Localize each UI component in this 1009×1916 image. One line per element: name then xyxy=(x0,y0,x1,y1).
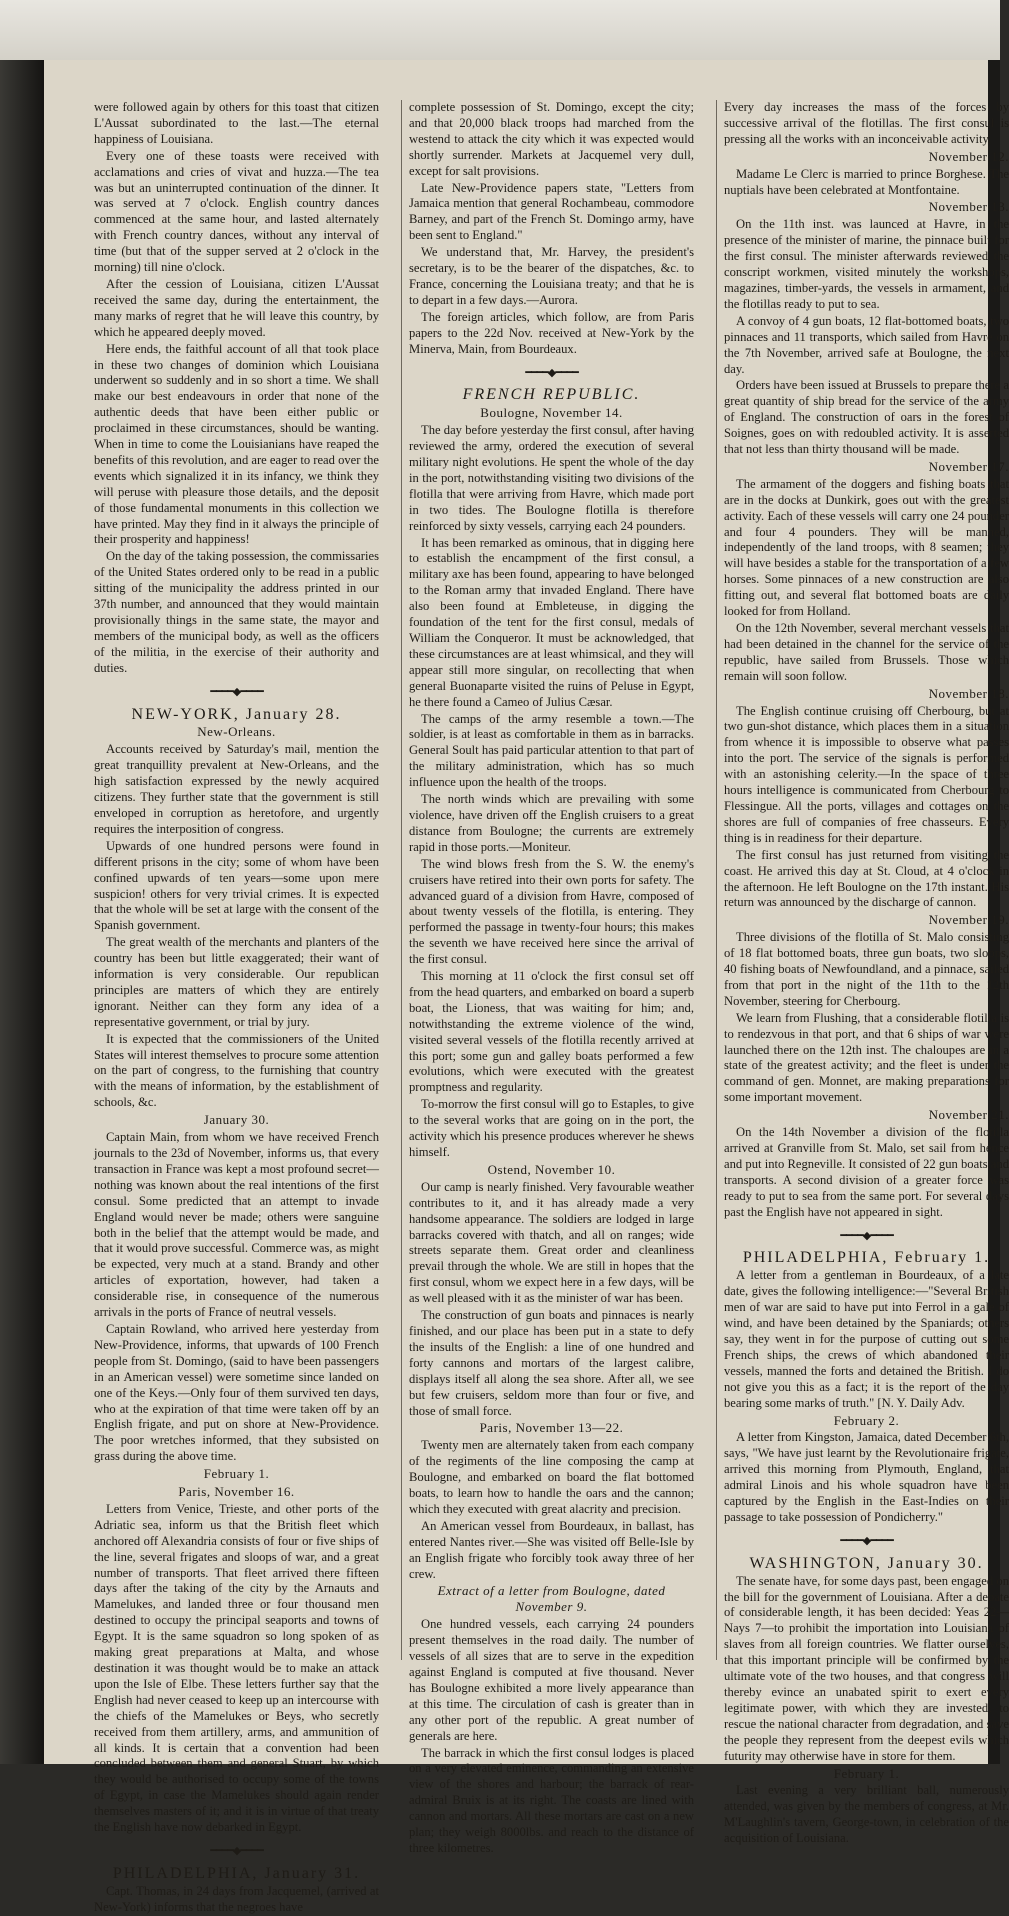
section-heading: FRENCH REPUBLIC. xyxy=(462,386,641,404)
paragraph: complete possession of St. Domingo, except the city; and that 20,000 black troops had marched from the westend to attack the city which it was expected would shortly surrender. Markets at Jacquemel very dull, except for salt provisions. xyxy=(409,100,694,178)
paragraph: The day before yesterday the first consul, after having reviewed the army, ordered the execution of several military night evolutions. He spent the whole of the day in the port, notwithstanding visiting two divisions of the flotilla that were arriving from Havre, which made port in two tides. The Boulogne flotilla is therefore reinforced by sixty vessels, carrying each 24 pounders. xyxy=(409,423,694,533)
date-subheading: November 21. xyxy=(928,1107,1009,1123)
dateline-heading: WASHINGTON, January 30. xyxy=(749,1554,984,1572)
subheading: New-Orleans. xyxy=(197,724,276,740)
paragraph: On the 11th inst. was launced at Havre, in the presence of the minister of marine, the pinnace built for the first consul. The minister afterwards reviewed the conscript workmen, visited minutely the workshops, magazines, timber-yards, the vessels in armament, and the flotillas ready to put to sea. xyxy=(724,217,1009,311)
column-3 xyxy=(724,100,1009,1846)
paragraph: It is expected that the commissioners of the United States will interest themselves to procure some attention on the part of congress, to the furnishing that country with the means of information, by the establishment of schools, &c. xyxy=(94,1031,379,1110)
paragraph: Letters from Venice, Trieste, and other ports of the Adriatic sea, inform us that the British fleet which anchored off Alexandria consists of four or five ships of the line, several frigates and sloops of war, and a great number of transports. That fleet arrived there fifteen days after the taking of the city by the Arnauts and Mamelukes, and landed three or four thousand men destined to occupy the principal seaports and towns of Egypt. It is the same squadron so long spoken of as making great preparations at Malta, and whose destination it was thought would be to make an attack upon the Isle of Elbe. These letters further say that the English had never ceased to keep up an intercourse with the chiefs of the Mamelukes or Beys, who secretly received from them artillery, arms, and ammunition of all kinds. It is certain that a convention had been concluded between them and general Stuart, by which they would be authorised to occupy some of the towns of Egypt, in case the Mamelukes should again render themselves masters of it; and it is in virtue of that treaty the English have now debarked in Egypt. xyxy=(94,1501,379,1835)
paragraph: Every day increases the mass of the forces by successive arrival of the flotillas. The first consul is pressing all the works with an inconceivable activity. xyxy=(724,100,1009,146)
paragraph: Accounts received by Saturday's mail, mention the great tranquillity prevalent at New-Orleans, and the high satisfaction expressed by the newly acquired citizens. They further state that the government is still enveloped in corruption as heretofore, and urgently requires the interposition of congress. xyxy=(94,742,379,836)
paragraph: An American vessel from Bourdeaux, in ballast, has entered Nantes river.—She was visited off Belle-Isle by an English frigate who forcibly took away three of her crew. xyxy=(409,1518,694,1581)
column-divider xyxy=(401,100,402,1660)
paragraph: After the cession of Louisiana, citizen L'Aussat received the same day, during the entertainment, the many marks of regret that he will leave this country, by which he appeared deeply moved. xyxy=(94,276,379,339)
paragraph: One hundred vessels, each carrying 24 pounders present themselves in the road daily. The number of vessels of all sizes that are to serve in the expedition against England is computed at five thousand. Never has Boulogne exhibited a more lively appearance than at this time. The circulation of cash is greater than in any other port of the republic. A great number of generals are here. xyxy=(409,1617,694,1743)
date-subheading: February 2. xyxy=(833,1412,900,1428)
paragraph: To-morrow the first consul will go to Estaples, to give to the several works that are going on in the port, the activity which his presence produces wherever he shews himself. xyxy=(409,1097,694,1159)
paragraph: On the day of the taking possession, the commissaries of the United States ordered only to be read in a public sitting of the municipality the address printed in our 37th number, and announced that they would maintain provisionally things in the same state, the mayor and members of the municipal body, as well as the officers of the militia, in the exercise of their authority and duties. xyxy=(94,549,379,675)
newspaper-page xyxy=(44,60,1009,1914)
paragraph: The construction of gun boats and pinnaces is nearly finished, and our place has been put in a state to defy the insults of the English: a line of one hundred and forty cannons and mortars of the largest calibre, displays itself all along the sea shore. After all, we see but few cruisers, seldom more than four or five, and those of small force. xyxy=(409,1308,694,1418)
paragraph: The senate have, for some days past, been engaged on the bill for the government of Louisiana. After a debate of considerable length, it has been decided: Yeas 22—Nays 7—to prohibit the importation into Louisiana of slaves from all foreign countries. We flatter ourselves, that this important principle will be confirmed by the ultimate vote of the two houses, and that congress will thereby evince an unabated spirit to exert every legitimate power, with which they are invested, to rescue the national character from degradation, and save the people they represent from the deepest evils which futurity may otherwise have in store for them. xyxy=(724,1573,1009,1763)
dateline-heading: NEW-YORK, January 28. xyxy=(131,705,342,723)
column-divider xyxy=(716,100,717,1660)
paragraph: Three divisions of the flotilla of St. Malo consisting of 18 flat bottomed boats, three gun boats, two sloops, 40 fishing boats of Newfoundland, and a pinnace, sailed from that port in the night of the 11th to the 12th November, steering for Cherbourg. xyxy=(724,930,1009,1008)
extract-heading: Extract of a letter from Boulogne, dated November 9. xyxy=(437,1583,666,1615)
paragraph: We learn from Flushing, that a considerable flotilla is to rendezvous in that port, and that 6 ships of war were launched there on the 12th inst. The chaloupes are in a state of the greatest activity; and the fleet is under the command of gen. Monnet, are making preparations for some important movement. xyxy=(724,1010,1009,1105)
scan-margin-top xyxy=(0,0,1000,60)
dateline-subheading: Paris, November 13—22. xyxy=(479,1420,624,1436)
paragraph: were followed again by others for this toast that citizen L'Aussat subordinated to the last.—The eternal happiness of Louisiana. xyxy=(94,100,379,146)
dateline-subheading: Boulogne, November 14. xyxy=(480,405,623,421)
dateline-heading: PHILADELPHIA, January 31. xyxy=(112,1864,361,1882)
dateline-subheading: Ostend, November 10. xyxy=(487,1161,616,1177)
column-2 xyxy=(409,100,695,1855)
date-subheading: November 18. xyxy=(928,685,1009,701)
paragraph: Last evening a very brilliant ball, numerously attended, was given by the members of congress, at Mr. M'Laughlin's tavern, George-town, in celebration of the acquisition of Louisiana. xyxy=(724,1783,1009,1846)
paragraph: Upwards of one hundred persons were found in different prisons in the city; some of whom have been confined upwards of ten years—some upon mere suspicion! others for very trivial crimes. It is expected that the whole will be set at large with the consent of the Spanish government. xyxy=(94,838,379,933)
paragraph: A convoy of 4 gun boats, 12 flat-bottomed boats, two pinnaces and 11 transports, which sailed from Havre on the 7th November, arrived safe at Boulogne, the next day. xyxy=(724,313,1009,376)
paragraph: The camps of the army resemble a town.—The soldier, is at least as comfortable in them as in barracks. General Soult has paid particular attention to that part of the military administration, which has so much influence upon the health of the troops. xyxy=(409,711,694,790)
section-rule: ━━━━◆━━━━ xyxy=(840,1229,893,1242)
paragraph: Orders have been issued at Brussels to prepare there a great quantity of ship bread for the service of the army of England. The construction of oars in the forest of Soignes, goes on with redoubled activity. It is asserted that not less than thirty thousand will be made. xyxy=(724,378,1009,457)
dateline-heading: PHILADELPHIA, February 1. xyxy=(742,1249,991,1267)
paragraph: This morning at 11 o'clock the first consul set off from the head quarters, and embarked on board a superb boat, the Lioness, that was waiting for him; and, notwithstanding the extreme violence of the wind, visited several vessels of the flotilla recently arrived at this port; some gun and galley boats performed a few evolutions, which were executed with the greatest promptness and regularity. xyxy=(409,969,694,1095)
date-subheading: November 19. xyxy=(928,912,1009,928)
paragraph: The first consul has just returned from visiting the coast. He arrived this day at St. Cloud, at 4 o'clock in the afternoon. He left Boulogne on the 17th instant. His return was announced by the discharge of cannon. xyxy=(724,847,1009,910)
date-subheading: November 17. xyxy=(928,458,1009,474)
paragraph: The foreign articles, which follow, are from Paris papers to the 22d Nov. received at New-York by the Minerva, Main, from Bourdeaux. xyxy=(409,309,694,356)
column-1 xyxy=(94,100,379,1914)
paragraph: A letter from a gentleman in Bourdeaux, of a late date, gives the following intelligence:—"Several British men of war are said to have put into Ferrol in a gale of wind, and have been detained by the Spaniards; others say, they went in for the purpose of cutting out some French ships, the crews of which abandoned their vessels, manned the forts and detained the British. I do not give you this as a fact; it is the report of the day bearing some marks of truth." [N. Y. Daily Adv. xyxy=(724,1268,1009,1410)
paragraph: On the 12th November, several merchant vessels that had been detained in the channel for the service of the republic, have sailed from Brussels. Those which remain will soon follow. xyxy=(724,621,1009,683)
scan-margin-left xyxy=(0,60,44,1764)
paragraph: It has been remarked as ominous, that in digging here to establish the encampment of the first consul, a military axe has been found, appearing to have belonged to the Roman army that invaded England. There have also been found at Embleteuse, in digging the foundation of the tent for the first consul, medals of William the Conqueror. It must be acknowledged, that these circumstances are at least whimsical, and they will appear still more singular, on recollecting that when general Buonaparte visited the ruins of Peluse in Egypt, he there found a Cameo of Julius Cæsar. xyxy=(409,535,695,709)
paragraph: Every one of these toasts were received with acclamations and cries of vivat and huzza.—The tea was but an uninterrupted continuation of the dinner. It was served at 7 o'clock. English country dances commenced at the same hour, and lasted alternately with French country dances, without any interval of time (but that of the supper served at 2 o'clock in the morning) till nine o'clock. xyxy=(94,148,379,275)
section-rule: ━━━━◆━━━━ xyxy=(210,685,263,698)
paragraph: The English continue cruising off Cherbourg, but at two gun-shot distance, which places them in a situation from whence it is impossible to observe what passes into the port. The service of the signals is performed with an astonishing celerity.—In the space of three hours intelligence is communicated from Cherbourg to Flessingue. All the ports, villages and cottages on the shores are full of companies of free chasseurs. Every thing is in readiness for their departure. xyxy=(724,703,1009,845)
date-subheading: January 30. xyxy=(203,1112,270,1128)
paragraph: Our camp is nearly finished. Very favourable weather contributes to it, and it has already made a very handsome appearance. The soldiers are lodged in large barracks covered with thatch, and all on ranges; wide streets separate them. Great order and cleanliness prevail through the whole. We are still in hopes that the first consul, whom we expect here in a few days, will be as well pleased with it as the minister of war has been. xyxy=(409,1179,694,1306)
section-rule: ━━━━◆━━━━ xyxy=(525,366,578,379)
paragraph: Captain Main, from whom we have received French journals to the 23d of November, informs us, that every transaction in France was kept a most profound secret—nothing was known about the real intentions of the first consul. Some predicted that an attempt to invade England would never be made; others were sanguine both in the belief that the attempt would be made, and that it would prove successful. Commerce was, as might be expected, very much at a stand. Brandy and other articles of exportation, however, had taken a considerable rise, in consequence of the numerous arrivals in the ports of France of neutral vessels. xyxy=(94,1130,379,1320)
date-subheading: November 12. xyxy=(928,148,1009,164)
paragraph: Madame Le Clerc is married to prince Borghese. The nuptials have been celebrated at Montfontaine. xyxy=(724,166,1009,197)
paragraph: The barrack in which the first consul lodges is placed on a very elevated eminence, commanding an extensive view of the shores and harbour; the barrack of rear-admiral Bruix is at its right. The coasts are lined with cannon and mortars. All these mortars are cast on a new plan; they weigh 8000lbs. and reach to the distance of three kilometres. xyxy=(409,1745,694,1855)
paragraph: We understand that, Mr. Harvey, the president's secretary, is to be the bearer of the dispatches, &c. to France, concerning the Louisiana treaty; and that he is to depart in a few days.—Aurora. xyxy=(409,245,694,307)
date-subheading: November 13. xyxy=(928,199,1009,215)
paragraph: A letter from Kingston, Jamaica, dated December 6th, says, "We have just learnt by the Revolutionaire frigate, arrived this morning from Plymouth, England, that admiral Linois and his whole squadron have been captured by the English in the East-Indies on their passage to take possession of Pondicherry." xyxy=(724,1430,1009,1524)
paragraph: On the 14th November a division of the flotilla arrived at Granville from St. Malo, set sail from hence and put into Regneville. It consisted of 22 gun boats and transports. A second division of a greater force was ready to put to sea from the same port. For several days past the English have not appeared in sight. xyxy=(724,1125,1009,1219)
paragraph: Twenty men are alternately taken from each company of the regiments of the line composing the camp at Boulogne, and embarked on board the flat bottomed boats, to learn how to handle the oars and the cannon; which they executed with great alacrity and precision. xyxy=(409,1438,694,1516)
section-rule: ━━━━◆━━━━ xyxy=(840,1534,893,1547)
paragraph: Captain Rowland, who arrived here yesterday from New-Providence, informs, that upwards of 100 French people from St. Domingo, (said to have been passengers in an American vessel) were sometime since landed on one of the Keys.—Only four of them survived ten days, who at the expiration of that time were taken off by an English frigate, and put on shore at New-Providence. The poor wretches informed, that they subsisted on grass during the above time. xyxy=(94,1321,379,1464)
date-subheading: February 1. xyxy=(833,1765,900,1781)
paragraph: The armament of the doggers and fishing boats that are in the docks at Dunkirk, goes out with the greatest activity. Each of these vessels will carry one 24 pounder and four 4 pounders. They will be manned, independently of the land troops, with 8 seamen; they will have besides a stable for the transportation of a few horses. Some pinnaces of a new construction are also fitting out, and several flat bottomed boats are daily looked for from Holland. xyxy=(724,476,1009,619)
section-rule: ━━━━◆━━━━ xyxy=(210,1844,263,1857)
paragraph: Late New-Providence papers state, "Letters from Jamaica mention that general Rochambeau, commodore Barney, and part of the French St. Domingo army, have been sent to England." xyxy=(409,180,694,243)
paragraph: The great wealth of the merchants and planters of the country has been but little exaggerated; their want of information is very considerable. Our republican principles are matters of which they are entirely ignorant. Neither can they form any idea of a representative government, or trial by jury. xyxy=(94,935,379,1029)
paragraph: The north winds which are prevailing with some violence, have driven off the English cruisers to a great distance from Boulogne; the currents are extremely rapid in those ports.—Moniteur. xyxy=(409,792,694,854)
date-subheading: February 1. xyxy=(203,1466,270,1482)
paragraph: Here ends, the faithful account of all that took place in these two changes of dominion which Louisiana underwent so suddenly and in so short a time. We shall make our best endeavours in order that none of the authentic deeds that have been either public or proclaimed in these circumstances, should be wanting. When in time to come the Louisianians have reaped the benefits of this revolution, and are eager to read over the events which signalized it in its infancy, we think they will peruse with pleasure those details, and the deposit of those fundamental monuments in this collection we have printed. May they find in it always the principle of their prosperity and happiness! xyxy=(94,341,379,547)
paragraph: The wind blows fresh from the S. W. the enemy's cruisers have retired into their own ports for safety. The advanced guard of a division from Havre, composed of about twenty vessels of the flotilla, is entering. They performed the passage in twenty-four hours; this makes the seventh we have received here since the arrival of the first consul. xyxy=(409,856,694,967)
paragraph: Capt. Thomas, in 24 days from Jacquemel, (arrived at New-York) informs that the negroes have xyxy=(94,1883,379,1914)
dateline-subheading: Paris, November 16. xyxy=(178,1484,295,1500)
